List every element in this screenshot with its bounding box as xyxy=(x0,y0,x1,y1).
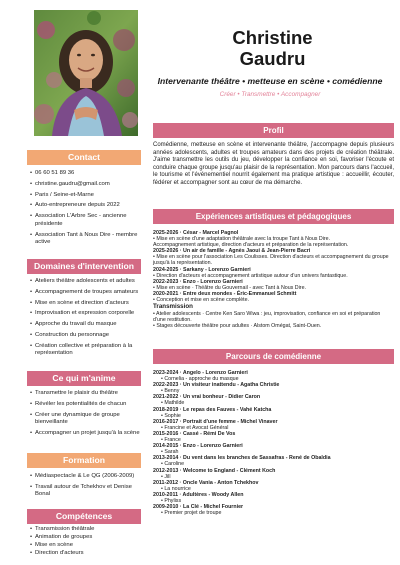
experiences-heading: Expériences artistiques et pédagogiques xyxy=(153,209,394,224)
entry-role: • Mathilde xyxy=(161,400,185,407)
list-item xyxy=(153,279,394,291)
list-item: • Révéler les potentialités de chacun xyxy=(30,401,142,409)
entry-title: 2009-2010 · La Clé - Michel Fournier xyxy=(153,504,244,511)
entry-role: • Sarah xyxy=(161,449,179,456)
contact-association-2: • Association Tant à Nous Dire - membre active xyxy=(30,232,142,247)
list-item: • Mise en scène et direction d'acteurs xyxy=(30,300,142,308)
experiences-list xyxy=(153,230,394,329)
list-item: • Construction du personnage xyxy=(30,332,142,340)
tagline: Créer • Transmettre • Accompagner xyxy=(219,91,321,98)
list-item: • Création collective et préparation à la représentation xyxy=(30,343,142,358)
entry-title: 2021-2022 · Un vrai bonheur - Didier Caron xyxy=(153,394,261,401)
entry-desc: • Mise en scène pour l'association Les Coulisses. Direction d'acteurs et accompagnement du groupe jusqu'à la représentation. xyxy=(153,254,389,267)
parcours-list xyxy=(153,370,394,516)
list-item xyxy=(153,504,394,516)
entry-title: 2018-2019 · Le repas des Fauves - Vahé Katcha xyxy=(153,406,272,413)
contact-email[interactable]: • christine.gaudru@gmail.com xyxy=(30,181,142,189)
entry-desc: • Mise en scène · Théâtre du Gouvernail - avec Tant à Nous Dire. xyxy=(153,284,306,291)
entry-title: 2011-2012 · Oncle Vania - Anton Tchekhov xyxy=(153,479,259,486)
portrait-image xyxy=(34,10,138,136)
list-item xyxy=(153,431,394,443)
entry-title: 2020-2021 · Entre deux mondes - Éric-Emmanuel Schmitt xyxy=(153,290,297,297)
domaines-list xyxy=(30,278,142,361)
last-name: Gaudru xyxy=(239,48,306,69)
competences-list xyxy=(30,526,142,558)
first-name: Christine xyxy=(232,27,313,48)
contact-phone[interactable]: • 06 60 51 89 36 xyxy=(30,170,142,178)
contact-association-1: • Association L'Arbre Sec - ancienne présidente xyxy=(30,213,142,228)
transmission-title: Transmission xyxy=(153,303,193,311)
list-item: • Transmettre le plaisir du théâtre xyxy=(30,390,142,398)
list-item: • Médiaspectacle & Le QG (2006-2009) xyxy=(30,473,142,481)
list-item xyxy=(153,248,394,266)
list-item: • Transmission théâtrale xyxy=(30,526,142,534)
left-column xyxy=(0,0,142,565)
list-item xyxy=(153,480,394,492)
list-item xyxy=(153,291,394,303)
formation-list xyxy=(30,473,142,502)
entry-desc: • Mise en scène d'une adaptation théâtrale avec la troupe Tant à Nous Dire. xyxy=(153,236,331,243)
anime-list xyxy=(30,390,142,441)
list-item xyxy=(153,407,394,419)
profile-photo xyxy=(34,10,138,136)
entry-title: 2022-2023 · Un visiteur inattendu - Agatha Christie xyxy=(153,382,280,389)
list-item xyxy=(153,455,394,467)
entry-title: 2024-2025 · Sarkany - Lorenzo Garnieri xyxy=(153,266,251,273)
contact-location: • Paris / Seine-et-Marne xyxy=(30,192,142,200)
entry-title: 2012-2013 · Welcome to England - Clément Koch xyxy=(153,467,276,474)
entry-role: • Sophie xyxy=(161,412,181,419)
list-item: • Approche du travail du masque xyxy=(30,321,142,329)
anime-heading: Ce qui m'anime xyxy=(27,371,141,386)
entry-title: 2023-2024 · Angelo - Lorenzo Garnieri xyxy=(153,370,248,376)
list-item: • Improvisation et expression corporelle xyxy=(30,310,142,318)
entry-title: 2014-2015 · Enzo - Lorenzo Garnieri xyxy=(153,443,243,450)
list-item: • Accompagnement de troupes amateurs xyxy=(30,289,142,297)
entry-title: 2022-2023 · Enzo - Lorenzo Garnieri xyxy=(153,278,243,285)
entry-title: 2025-2026 · César - Marcel Pagnol xyxy=(153,230,239,236)
list-item: • Accompagner un projet jusqu'à la scène xyxy=(30,430,142,438)
entry-title: 2015-2016 · Cassé - Rémi De Vos xyxy=(153,430,236,437)
entry-role: • Caroline xyxy=(161,461,185,468)
domaines-heading: Domaines d'intervention xyxy=(27,259,141,274)
list-item xyxy=(153,492,394,504)
profil-heading: Profil xyxy=(153,123,394,138)
list-item: • Travail autour de Tchekhov et Denise Bonal xyxy=(30,484,142,499)
list-item: • Animation de groupes xyxy=(30,534,142,542)
parcours-heading: Parcours de comédienne xyxy=(153,349,394,364)
entry-role: • Jill xyxy=(161,473,171,480)
entry-role: • Cornelia - approche du masque xyxy=(161,376,239,383)
list-item xyxy=(153,267,394,279)
entry-desc: • Atelier adolescents · Centre Ken Saro Wiwa : jeu, improvisation, confiance en soi et préparation d'une restitution. xyxy=(153,310,381,323)
entry-desc: • Stages découverte théâtre pour adultes · Alstom Omégat, Saint-Ouen. xyxy=(153,322,322,329)
entry-desc: • Conception et mise en scène complète. xyxy=(153,297,250,304)
entry-role: • Phyliss xyxy=(161,497,182,504)
list-item xyxy=(153,443,394,455)
list-item xyxy=(153,394,394,406)
list-item: • Direction d'acteurs xyxy=(30,550,142,558)
entry-title: 2013-2014 · Du vent dans les branches de Sassafras - René de Obaldia xyxy=(153,455,331,462)
profil-text: Comédienne, metteuse en scène et intervenante théâtre, j'accompagne depuis plusieurs années adolescents, adultes et troupes amateurs dans des projets de création théâtrale. J'aime transmettre les outils du jeu, développer la confiance en soi, favoriser l'écoute et conduire chaque groupe jusqu'au plaisir de la représentation. Mon parcours dans l'accueil, le tourisme et l'événementiel nourrit également ma pratique artistique : accueillir, écouter, fédérer et accompagner sont au cœur de ma démarche. xyxy=(153,142,394,186)
contact-heading: Contact xyxy=(27,150,141,165)
entry-title: 2025-2026 · Un air de famille - Agnès Jaoui & Jean-Pierre Bacri xyxy=(153,248,311,255)
entry-desc: Accompagnement artistique, direction d'acteurs et préparation de la représentation. xyxy=(153,242,349,249)
entry-title: 2010-2011 · Adultères - Woody Allen xyxy=(153,491,244,498)
list-item xyxy=(153,370,394,382)
entry-title: 2016-2017 · Portrait d'une femme - Michel Vinaver xyxy=(153,418,278,425)
entry-role: • Premier projet de troupe xyxy=(161,510,222,517)
list-item: • Mise en scène xyxy=(30,542,142,550)
entry-desc: • Direction d'acteurs et accompagnement artistique autour d'un univers fantastique. xyxy=(153,272,348,279)
entry-role: • France xyxy=(161,437,181,444)
list-item xyxy=(153,468,394,480)
list-item: • Ateliers théâtre adolescents et adultes xyxy=(30,278,142,286)
contact-list xyxy=(30,170,142,250)
entry-role: • Francine et Avocat Général xyxy=(161,424,229,431)
list-item: • Créer une dynamique de groupe bienveillante xyxy=(30,412,142,427)
list-item xyxy=(153,419,394,431)
formation-heading: Formation xyxy=(27,453,141,468)
entry-role: • La nourrice xyxy=(161,485,191,492)
headline: Intervenante théâtre • metteuse en scène • comédienne xyxy=(157,76,383,86)
competences-heading: Compétences xyxy=(27,509,141,524)
list-item xyxy=(153,230,394,248)
list-item xyxy=(153,382,394,394)
entry-role: • Benny xyxy=(161,388,180,395)
contact-status: • Auto-entrepreneure depuis 2022 xyxy=(30,202,142,210)
